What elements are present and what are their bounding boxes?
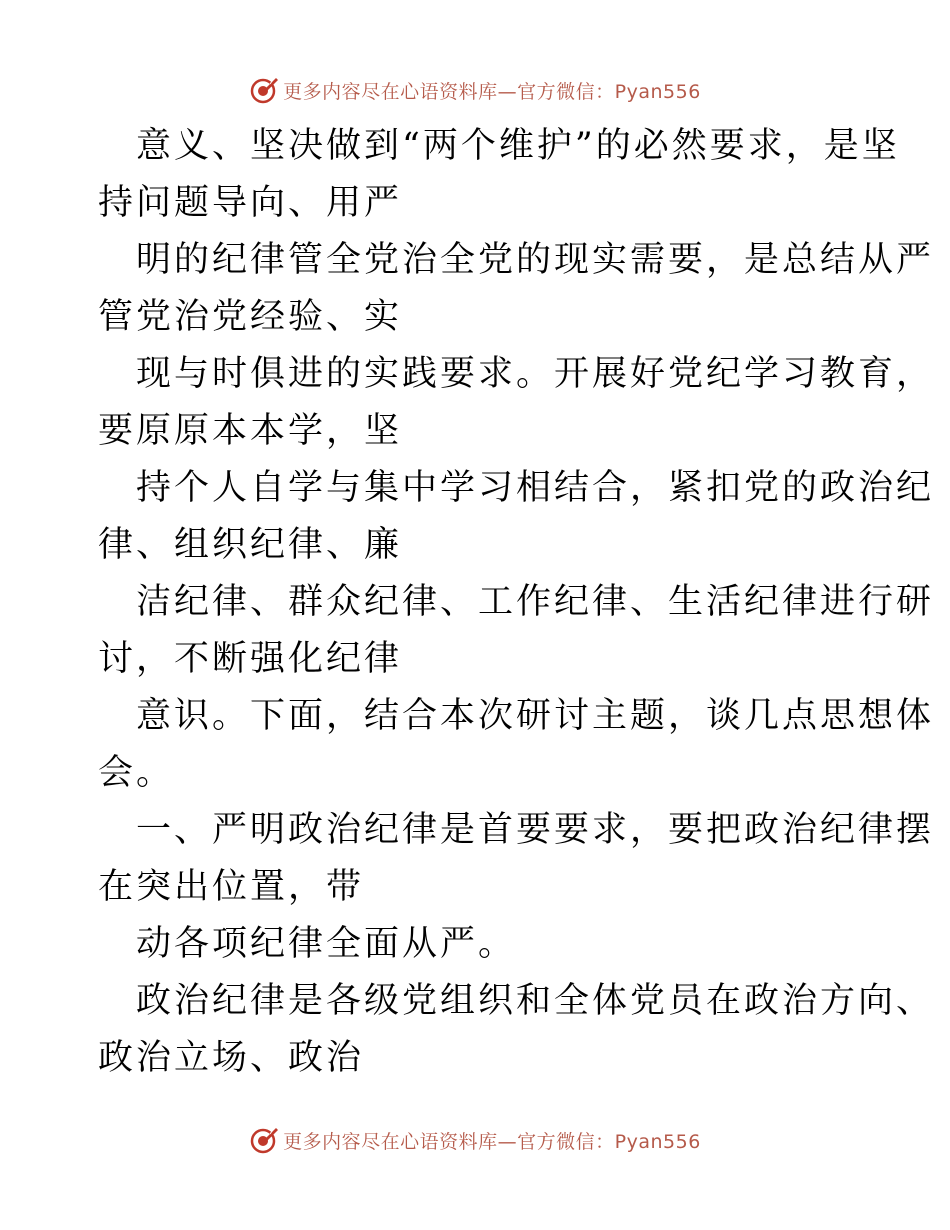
text-line: 政治纪律是各级党组织和全体党员在政治方向、 [136,981,935,1021]
header-watermark-text: 更多内容尽在心语资料库—官方微信：Pyan556 [283,80,701,103]
document-body [98,118,935,1087]
text-line: 持问题导向、用严 [98,183,403,223]
text-line: 现与时俱进的实践要求。开展好党纪学习教育， [136,354,935,394]
footer-watermark [0,1120,950,1160]
text-line: 政治立场、政治 [98,1038,365,1078]
header-watermark [0,70,950,110]
text-line: 意识。下面，结合本次研讨主题，谈几点思想体 [136,696,935,736]
quill-logo-icon [249,1125,279,1155]
text-line: 意义、坚决做到“两个维护”的必然要求，是坚 [136,126,900,166]
section-heading-line: 动各项纪律全面从严。 [136,924,517,964]
text-line: 持个人自学与集中学习相结合，紧扣党的政治纪 [136,468,935,508]
section-heading-line: 在突出位置，带 [98,867,365,907]
quill-logo-icon [249,75,279,105]
footer-watermark-text: 更多内容尽在心语资料库—官方微信：Pyan556 [283,1130,701,1153]
section-heading-line: 一、严明政治纪律是首要要求，要把政治纪律摆 [136,810,935,850]
text-line: 会。 [98,753,175,793]
text-line: 律、组织纪律、廉 [98,525,403,565]
text-line: 要原原本本学，坚 [98,411,403,451]
text-line: 讨，不断强化纪律 [98,639,403,679]
text-line: 明的纪律管全党治全党的现实需要，是总结从严 [136,240,935,280]
text-line: 管党治党经验、实 [98,297,403,337]
text-line: 洁纪律、群众纪律、工作纪律、生活纪律进行研 [136,582,935,622]
